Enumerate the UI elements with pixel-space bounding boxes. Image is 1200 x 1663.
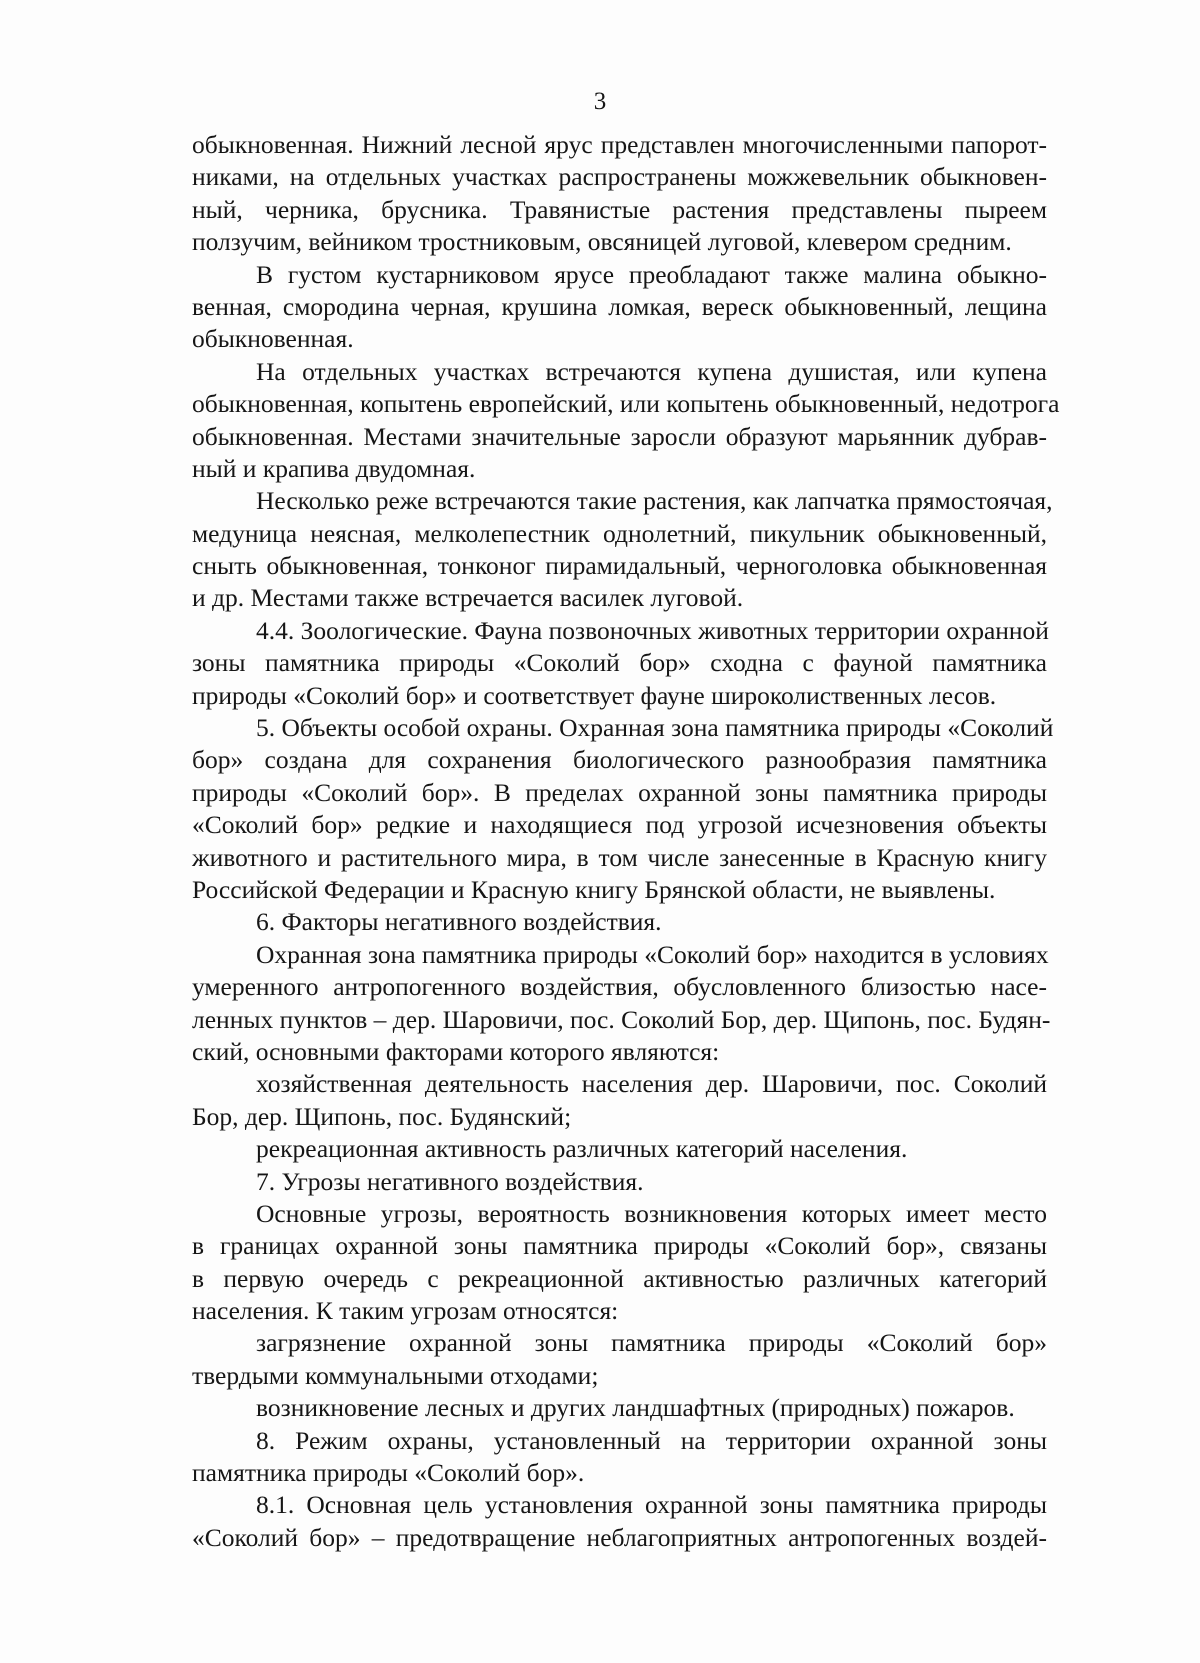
text-line: венная, смородина черная, крушина ломкая, вереск обыкновенный, лещина [192, 291, 1047, 321]
text-line: 4.4. Зоологические. Фауна позвоночных животных территории охранной [256, 615, 1049, 645]
text-line: обыкновенная. [192, 324, 354, 354]
text-line: «Соколий бор» – предотвращение неблагоприятных антропогенных воздей- [192, 1522, 1047, 1552]
text-line: Несколько реже встречаются такие растения, как лапчатка прямостоячая, [256, 486, 1053, 516]
text-line: медуница неясная, мелколепестник однолетний, пикульник обыкновенный, [192, 518, 1047, 548]
text-line: хозяйственная деятельность населения дер. Шаровичи, пос. Соколий [256, 1069, 1047, 1099]
text-line: ный, черника, брусника. Травянистые растения представлены пыреем [192, 194, 1047, 224]
page-number: 3 [593, 88, 607, 115]
text-line: и др. Местами также встречается василек луговой. [192, 583, 744, 613]
document-body [192, 129, 1060, 1554]
text-line: ползучим, вейником тростниковым, овсяницей луговой, клевером средним. [192, 227, 1012, 257]
text-line: 8. Режим охраны, установленный на территории охранной зоны [256, 1425, 1047, 1455]
text-line: «Соколий бор» редкие и находящиеся под угрозой исчезновения объекты [192, 810, 1047, 840]
text-line: Основные угрозы, вероятность возникновения которых имеет место [256, 1198, 1047, 1228]
text-line: животного и растительного мира, в том числе занесенные в Красную книгу [192, 842, 1047, 872]
text-line: Российской Федерации и Красную книгу Брянской области, не выявлены. [192, 874, 996, 904]
text-line: памятника природы «Соколий бор». [192, 1458, 585, 1488]
text-line: ленных пунктов – дер. Шаровичи, пос. Соколий Бор, дер. Щипонь, пос. Будян- [192, 1004, 1051, 1034]
text-line: населения. К таким угрозам относятся: [192, 1296, 619, 1326]
text-line: ский, основными факторами которого являются: [192, 1036, 720, 1066]
text-line: зоны памятника природы «Соколий бор» сходна с фауной памятника [192, 648, 1047, 678]
text-line: бор» создана для сохранения биологического разнообразия памятника [192, 745, 1047, 775]
text-line: Бор, дер. Щипонь, пос. Будянский; [192, 1101, 572, 1131]
text-line: 5. Объекты особой охраны. Охранная зона памятника природы «Соколий [256, 713, 1054, 743]
text-line: обыкновенная. Местами значительные заросли образуют марьянник дубрав- [192, 421, 1047, 451]
text-line: ный и крапива двудомная. [192, 453, 476, 483]
text-line: 8.1. Основная цель установления охранной зоны памятника природы [256, 1490, 1047, 1520]
text-line: рекреационная активность различных категорий населения. [256, 1134, 908, 1164]
text-line: загрязнение охранной зоны памятника природы «Соколий бор» [256, 1328, 1047, 1358]
text-line: обыкновенная, копытень европейский, или копытень обыкновенный, недотрога [192, 389, 1060, 419]
text-line: Охранная зона памятника природы «Соколий бор» находится в условиях [256, 939, 1049, 969]
text-line: обыкновенная. Нижний лесной ярус представлен многочисленными папорот- [192, 130, 1047, 159]
text-line: сныть обыкновенная, тонконог пирамидальный, черноголовка обыкновенная [192, 551, 1047, 581]
text-line: В густом кустарниковом ярусе преобладают также малина обыкно- [256, 259, 1047, 289]
text-line: в первую очередь с рекреационной активностью различных категорий [192, 1263, 1047, 1293]
text-line: 7. Угрозы негативного воздействия. [256, 1166, 644, 1196]
text-line: умеренного антропогенного воздействия, обусловленного близостью насе- [192, 972, 1047, 1002]
text-line: природы «Соколий бор» и соответствует фауне широколиственных лесов. [192, 680, 997, 710]
text-line: никами, на отдельных участках распространены можжевельник обыкновен- [192, 162, 1047, 192]
text-line: возникновение лесных и других ландшафтных (природных) пожаров. [256, 1393, 1015, 1423]
text-line: На отдельных участках встречаются купена душистая, или купена [256, 356, 1047, 386]
text-line: твердыми коммунальными отходами; [192, 1360, 599, 1390]
text-line: в границах охранной зоны памятника природы «Соколий бор», связаны [192, 1231, 1047, 1261]
text-line: природы «Соколий бор». В пределах охранной зоны памятника природы [192, 777, 1047, 807]
text-line: 6. Факторы негативного воздействия. [256, 907, 662, 937]
